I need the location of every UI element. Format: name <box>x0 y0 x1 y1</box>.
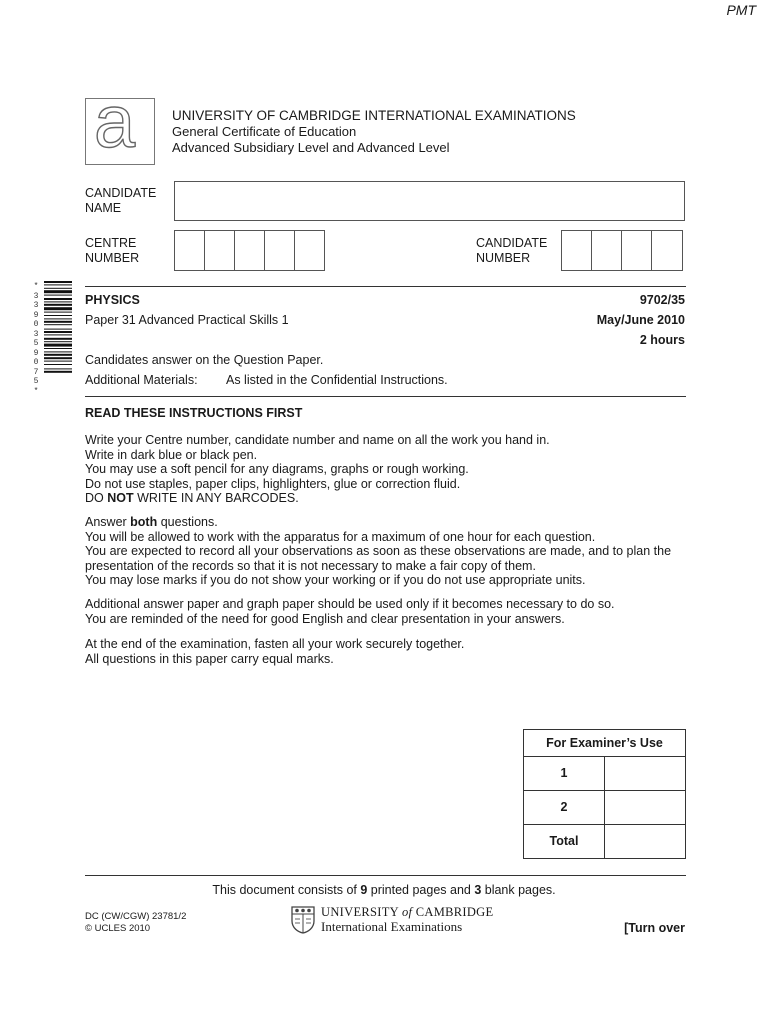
candidate-number-boxes <box>561 230 682 271</box>
instructions-block-4 <box>85 637 695 666</box>
candidate-name-label <box>85 186 156 216</box>
centre-number-label-line2: NUMBER <box>85 251 140 265</box>
answer-on-paper: Candidates answer on the Question Paper. <box>85 353 324 367</box>
examiner-row-label: 1 <box>524 757 605 790</box>
instruction-line: At the end of the examination, fasten all your work securely together. <box>85 637 465 651</box>
barcode-instruction-post: WRITE IN ANY BARCODES. <box>133 491 299 505</box>
instruction-line: All questions in this paper carry equal marks. <box>85 651 334 666</box>
candidate-name-box[interactable] <box>174 181 685 221</box>
examiner-mark-cell[interactable] <box>605 791 685 824</box>
watermark-pmt: PMT <box>726 2 756 18</box>
blank-page-count: 3 <box>474 883 482 897</box>
logo-cambridge: CAMBRIDGE <box>415 905 494 919</box>
page-count-pre: This document consists of <box>212 883 361 897</box>
answer-instruction-both: both <box>130 515 158 529</box>
qualification-level: Advanced Subsidiary Level and Advanced Level <box>172 140 450 155</box>
page-count-mid: printed pages and <box>367 883 475 897</box>
barcode-image <box>44 281 72 413</box>
instruction-line-answer <box>85 515 695 530</box>
divider-top <box>85 286 686 287</box>
centre-number-label <box>85 236 139 266</box>
turn-over-label: [Turn over <box>624 921 685 935</box>
cambridge-logo-line1 <box>321 905 493 919</box>
divider-footer <box>85 875 686 876</box>
candidate-digit-box[interactable] <box>591 230 622 271</box>
document-ref-code: DC (CW/CGW) 23781/2 <box>85 911 187 922</box>
candidate-number-label <box>476 236 547 266</box>
candidate-digit-box[interactable] <box>651 230 683 271</box>
materials-value: As listed in the Confidential Instructions. <box>226 373 448 387</box>
centre-digit-box[interactable] <box>264 230 295 271</box>
instruction-line: Write your Centre number, candidate number and name on all the work you hand in. <box>85 433 550 447</box>
paper-title: Paper 31 Advanced Practical Skills 1 <box>85 313 289 327</box>
instruction-line: You may lose marks if you do not show your working or if you do not use appropriate units. <box>85 573 586 587</box>
candidate-number-label-line2: NUMBER <box>476 251 531 265</box>
instruction-line: presentation of the records so that it is not necessary to make a fair copy of them. <box>85 558 536 573</box>
board-name: UNIVERSITY OF CAMBRIDGE INTERNATIONAL EXAMINATIONS <box>172 108 576 123</box>
examiner-row-label: Total <box>524 825 605 858</box>
candidate-digit-box[interactable] <box>561 230 592 271</box>
candidate-name-label-line1: CANDIDATE <box>85 186 157 200</box>
qualification-name: General Certificate of Education <box>172 124 357 139</box>
exam-session: May/June 2010 <box>596 313 685 327</box>
centre-digit-box[interactable] <box>174 230 205 271</box>
instruction-line: You may use a soft pencil for any diagrams, graphs or rough working. <box>85 462 469 476</box>
instruction-line-barcodes <box>85 491 695 506</box>
instructions-block-1 <box>85 433 695 506</box>
examiner-use-table <box>523 729 686 859</box>
page-count-statement <box>0 883 768 898</box>
candidate-digit-box[interactable] <box>621 230 652 271</box>
instruction-line: You are reminded of the need for good English and clear presentation in your answers. <box>85 611 565 626</box>
instructions-block-2 <box>85 515 695 588</box>
centre-digit-box[interactable] <box>234 230 265 271</box>
barcode-number: * 3 3 9 0 3 5 9 0 7 5 * <box>33 282 39 396</box>
answer-instruction-post: questions. <box>157 515 218 529</box>
materials-label: Additional Materials: <box>85 373 198 387</box>
logo-university: UNIVERSITY <box>321 905 399 919</box>
logo-of: of <box>401 905 413 919</box>
instruction-line: You will be allowed to work with the apparatus for a maximum of one hour for each question. <box>85 529 596 544</box>
document-reference <box>85 911 186 935</box>
examiner-use-heading: For Examiner’s Use <box>524 730 685 757</box>
answer-instruction-pre: Answer <box>85 515 131 529</box>
centre-number-boxes <box>174 230 324 271</box>
logo-letter: a <box>94 80 136 163</box>
exam-board-header <box>172 108 576 156</box>
examiner-row-q2 <box>524 791 685 825</box>
examiner-row-q1 <box>524 757 685 791</box>
instruction-line: Additional answer paper and graph paper should be used only if it becomes necessary to do so. <box>85 597 615 611</box>
cie-logo <box>85 80 155 165</box>
candidate-name-label-line2: NAME <box>85 201 122 215</box>
exam-duration: 2 hours <box>639 333 685 347</box>
instruction-line: You are expected to record all your observations as soon as these observations are made, and to plan the <box>85 544 672 558</box>
paper-code: 9702/35 <box>639 293 685 307</box>
divider-middle <box>85 396 686 397</box>
barcode-instruction-not: NOT <box>107 491 134 505</box>
cambridge-logo-text <box>321 905 493 934</box>
centre-digit-box[interactable] <box>294 230 325 271</box>
examiner-mark-cell[interactable] <box>605 757 685 790</box>
barcode-instruction-pre: DO <box>85 491 108 505</box>
instruction-line: Write in dark blue or black pen. <box>85 447 258 462</box>
examiner-mark-cell[interactable] <box>605 825 685 858</box>
centre-digit-box[interactable] <box>204 230 235 271</box>
examiner-row-label: 2 <box>524 791 605 824</box>
page-count-post: blank pages. <box>481 883 556 897</box>
copyright-notice: © UCLES 2010 <box>85 923 151 934</box>
instructions-heading: READ THESE INSTRUCTIONS FIRST <box>85 406 303 420</box>
printed-page-count: 9 <box>360 883 368 897</box>
subject-name: PHYSICS <box>85 293 140 307</box>
instruction-line: Do not use staples, paper clips, highlighters, glue or correction fluid. <box>85 476 461 491</box>
candidate-number-label-line1: CANDIDATE <box>476 236 548 250</box>
cambridge-crest-icon <box>291 906 315 934</box>
instructions-block-3 <box>85 597 695 626</box>
examiner-row-total <box>524 825 685 858</box>
cambridge-logo-line2: International Examinations <box>321 919 463 934</box>
centre-number-label-line1: CENTRE <box>85 236 137 250</box>
